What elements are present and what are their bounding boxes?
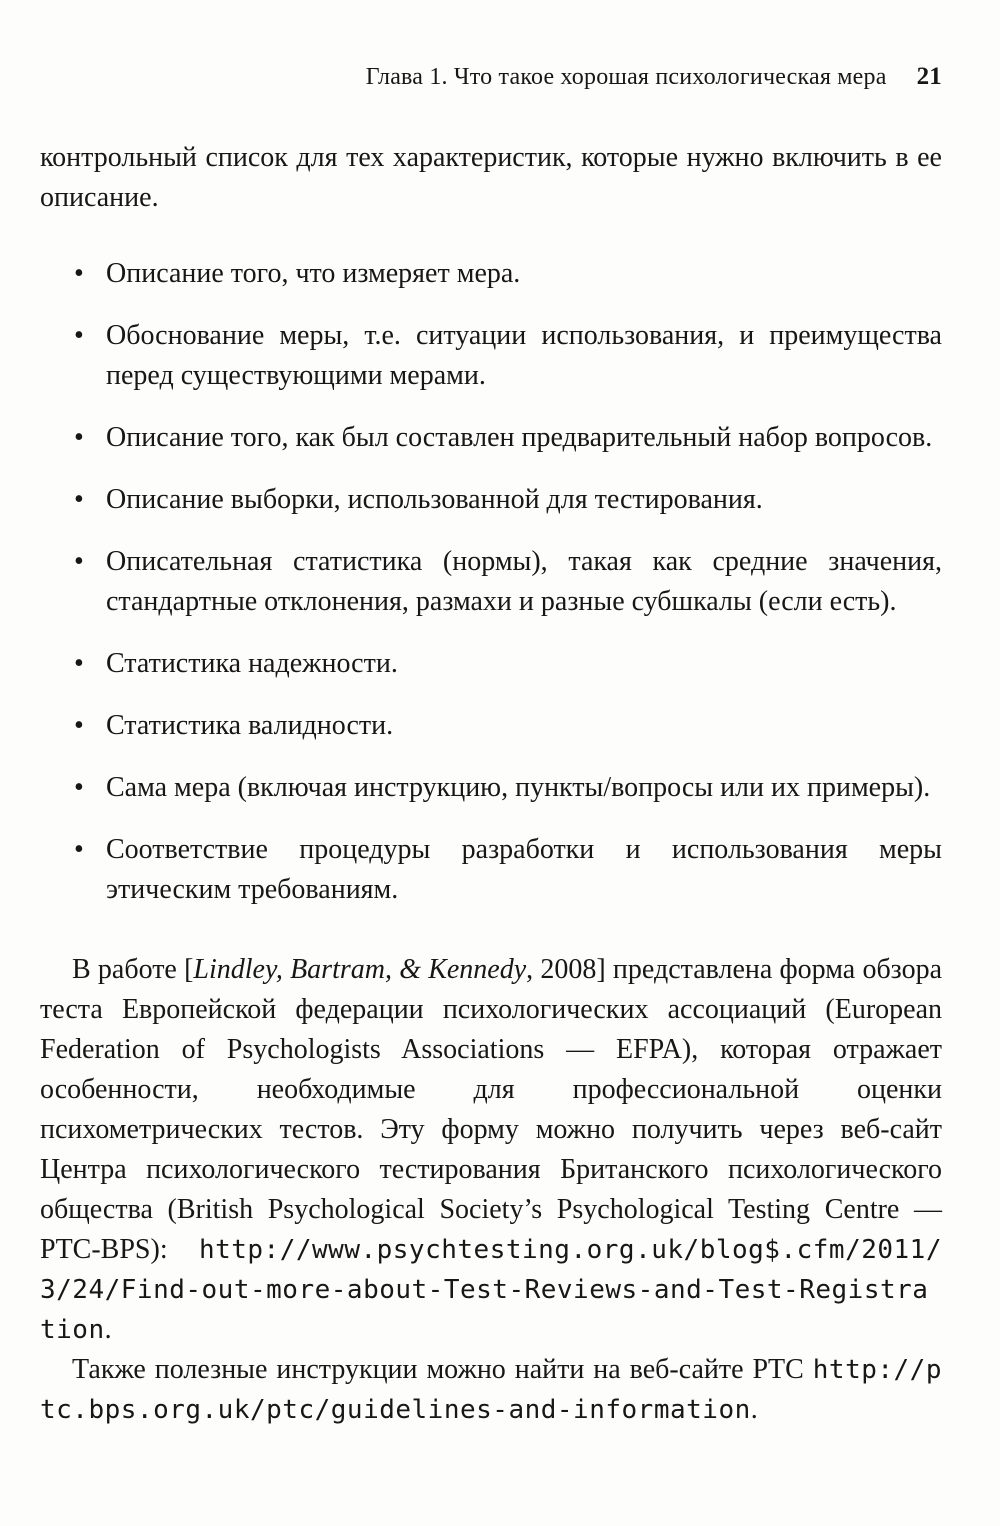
running-head-chapter-title: Глава 1. Что такое хорошая психологическая мера	[365, 64, 887, 90]
paragraph-text: В работе [	[72, 954, 194, 985]
list-item: • Описательная статистика (нормы), такая как средние значения, стандартные отклонения, размахи и разные субшкалы (если есть).	[40, 542, 942, 622]
paragraph-text: Также полезные инструкции можно найти на веб-сайте PTC	[72, 1354, 813, 1385]
list-item: • Соответствие процедуры разработки и использования меры этическим требованиям.	[40, 830, 942, 910]
paragraph-text: .	[750, 1394, 758, 1425]
list-item: • Статистика надежности.	[40, 644, 942, 684]
list-item: • Описание выборки, использованной для тестирования.	[40, 480, 942, 520]
psychtesting-url: http://www.psychtesting.org.uk/blog$.cfm/2011/3/24/Find-out-more-about-Test-Reviews-and-Test-Registration	[40, 1235, 942, 1345]
citation-authors: Lindley, Bartram, & Kennedy	[193, 954, 527, 985]
running-head	[40, 62, 942, 92]
intro-paragraph: контрольный список для тех характеристик, которые нужно включить в ее описание.	[40, 142, 942, 213]
bullet-list	[40, 254, 942, 910]
ptc-url: http://ptc.bps.org.uk/ptc/guidelines-and-information	[40, 1355, 942, 1425]
list-item: • Обоснование меры, т.е. ситуации использования, и преимущества перед существующими мерами.	[40, 316, 942, 396]
paragraph-text: , 2008] представлена форма обзора теста Европейской федерации психологических ассоциаций (European Federation of Psychologists Associations — EFPA), которая отражает особенности, необходимые для профессиональной оценки психометрических тестов. Эту форму можно получить через веб-сайт Центра психологического тестирования Британского психологического общества (British Psychological Society’s Psychological Testing Centre — PTC-BPS):	[40, 954, 943, 1265]
page-number: 21	[916, 63, 942, 90]
ptc-paragraph	[40, 1350, 942, 1430]
paragraph-text: .	[104, 1314, 112, 1345]
list-item: • Статистика валидности.	[40, 706, 942, 746]
list-item: • Описание того, что измеряет мера.	[40, 254, 942, 294]
list-item: • Сама мера (включая инструкцию, пункты/вопросы или их примеры).	[40, 768, 942, 808]
list-item: • Описание того, как был составлен предварительный набор вопросов.	[40, 418, 942, 458]
efpa-paragraph	[40, 950, 942, 1350]
